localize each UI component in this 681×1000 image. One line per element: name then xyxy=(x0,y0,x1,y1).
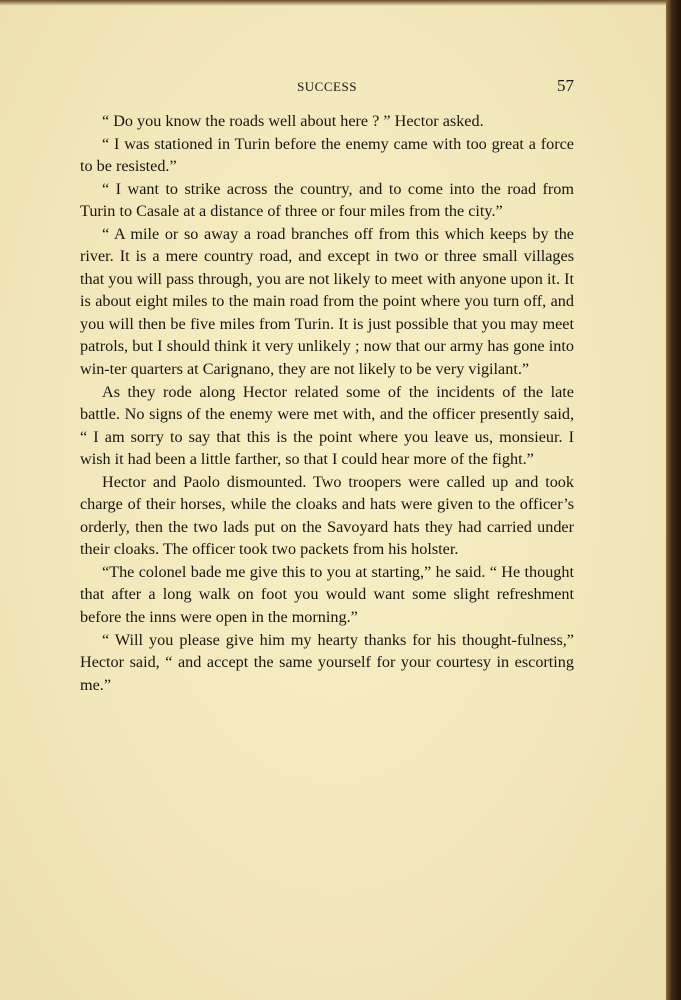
body-text xyxy=(80,110,574,696)
page-number: 57 xyxy=(557,76,574,95)
paragraph: “ I was stationed in Turin before the enemy came with too great a force to be resisted.” xyxy=(80,134,574,176)
paragraph: “ Do you know the roads well about here ? ” Hector asked. xyxy=(102,112,484,130)
running-head xyxy=(80,76,574,98)
paragraph: “ A mile or so away a road branches off from this which keeps by the river. It is a mere country road, and except in two or three small villages that you will pass through, you are not likely to meet with anyone upon it. It is about eight miles to the main road from the point where you turn off, and you will then be five miles from Turin. It is just possible that you may meet patrols, but I should think it very unlikely ; now that our army has gone into win-ter quarters at Carignano, they are not likely to be very vigilant.” xyxy=(80,224,574,379)
page-top-edge xyxy=(0,0,666,6)
paragraph: “ Will you please give him my hearty thanks for his thought-fulness,” Hector said, “ and accept the same yourself for your courtesy in escorting me.” xyxy=(80,630,574,694)
paragraph: “ I want to strike across the country, and to come into the road from Turin to Casale at a distance of three or four miles from the city.” xyxy=(80,179,574,221)
paragraph: As they rode along Hector related some of the incidents of the late battle. No signs of the enemy were met with, and the officer presently said, “ I am sorry to say that this is the point where you leave us, monsieur. I wish it had been a little farther, so that I could hear more of the fight.” xyxy=(80,382,574,469)
book-spine-edge xyxy=(666,0,681,1000)
running-head-title: SUCCESS xyxy=(297,79,357,94)
paragraph: “The colonel bade me give this to you at starting,” he said. “ He thought that after a long walk on foot you would want some slight refreshment before the inns were open in the morning.” xyxy=(80,562,574,627)
paragraph: Hector and Paolo dismounted. Two troopers were called up and took charge of their horses, while the cloaks and hats were given to the officer’s orderly, then the two lads put on the Savoyard hats they had carried under their cloaks. The officer took two packets from his holster. xyxy=(80,472,574,559)
